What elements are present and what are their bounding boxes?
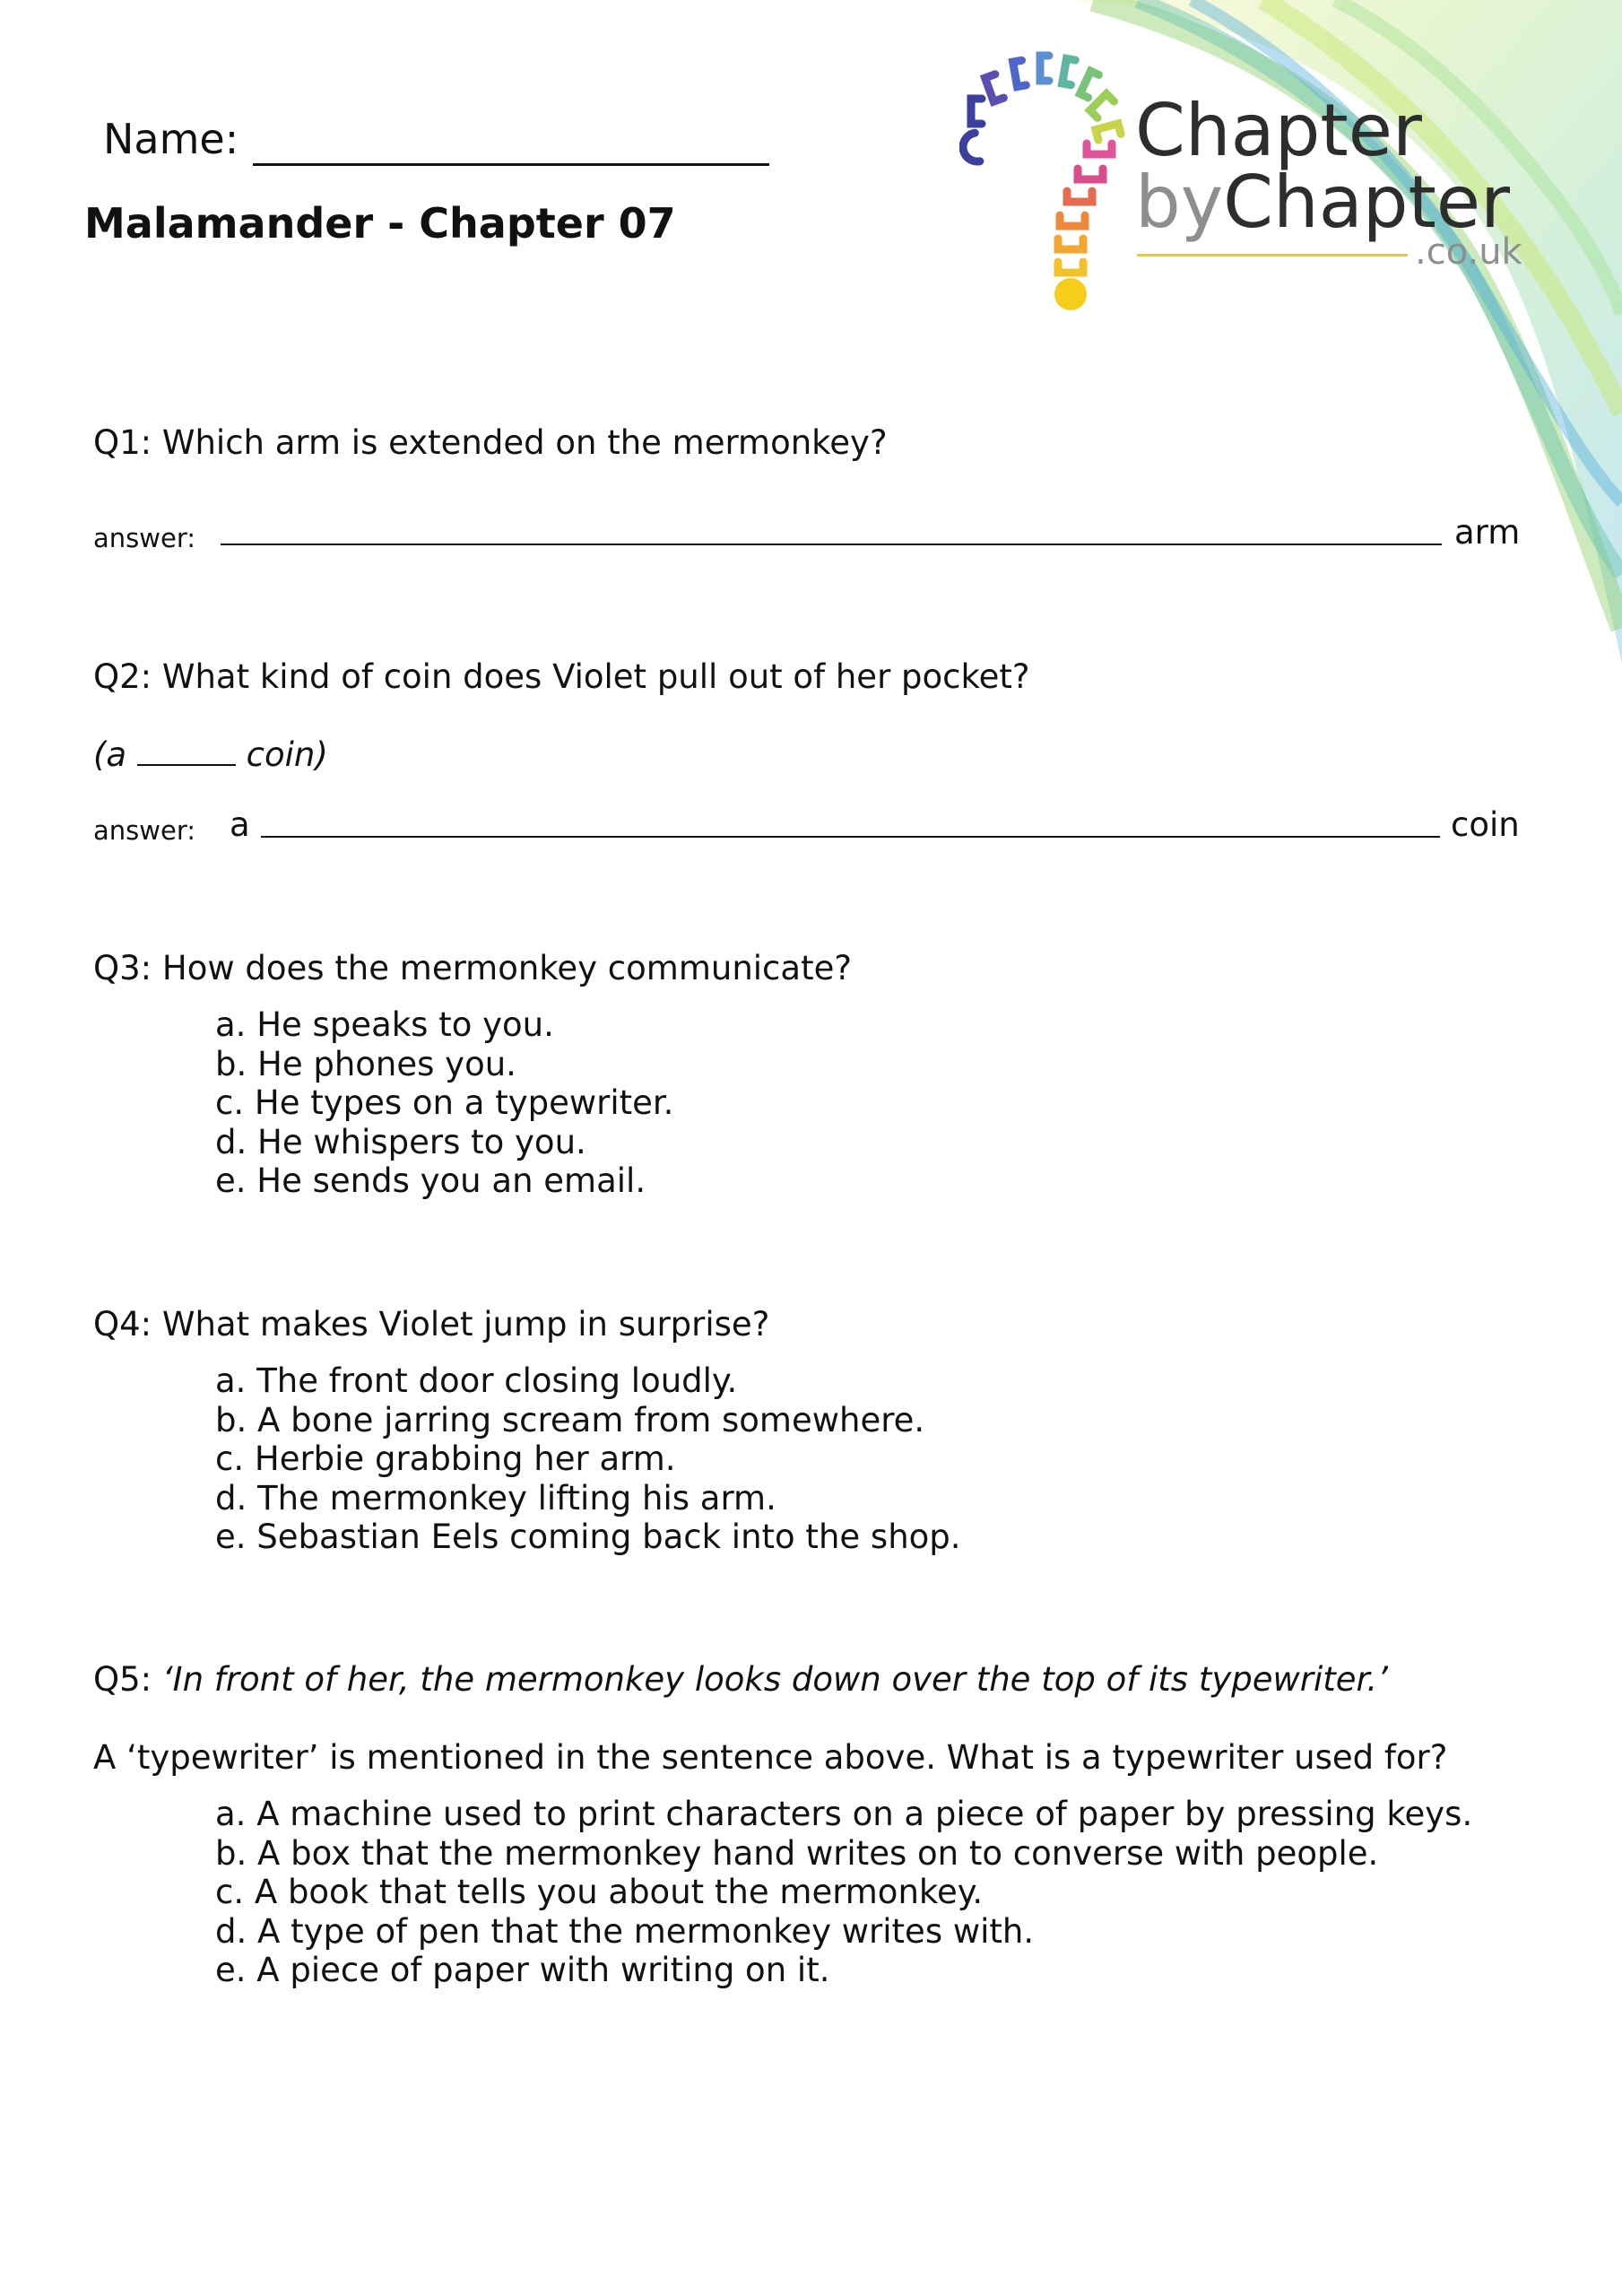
option[interactable]: c. A book that tells you about the mermonkey.	[215, 1873, 984, 1911]
option[interactable]: c. He types on a typewriter.	[215, 1083, 674, 1122]
question-2: Q2: What kind of coin does Violet pull out of her pocket?	[93, 657, 1030, 696]
option[interactable]: c. Herbie grabbing her arm.	[215, 1439, 676, 1478]
option[interactable]: d. A type of pen that the mermonkey writes with.	[215, 1911, 1035, 1951]
book-question-mark-icon	[959, 45, 1130, 314]
answer-label-2: answer:	[93, 815, 196, 846]
name-label: Name:	[103, 115, 239, 163]
question-5: A ‘typewriter’ is mentioned in the sentence above. What is a typewriter used for?	[93, 1738, 1448, 1777]
answer-prefix-2: a	[230, 805, 250, 844]
question-1: Q1: Which arm is extended on the mermonkey?	[93, 423, 888, 462]
option[interactable]: b. A bone jarring scream from somewhere.	[215, 1400, 925, 1439]
name-input-line[interactable]	[253, 163, 769, 166]
logo-domain: .co.uk	[1415, 231, 1522, 273]
option[interactable]: b. He phones you.	[215, 1044, 516, 1083]
question-4-options	[215, 1361, 961, 1557]
answer-suffix-1: arm	[1454, 513, 1521, 552]
question-2-hint: (a coin)	[93, 735, 328, 774]
answer-suffix-2: coin	[1451, 805, 1520, 844]
question-3: Q3: How does the mermonkey communicate?	[93, 949, 852, 987]
worksheet-title: Malamander - Chapter 07	[84, 199, 676, 248]
question-4: Q4: What makes Violet jump in surprise?	[93, 1305, 770, 1344]
option[interactable]: d. He whispers to you.	[215, 1122, 586, 1161]
question-5-options	[215, 1795, 1472, 1990]
question-5-quote: Q5: ‘In front of her, the mermonkey looks down over the top of its typewriter.’	[93, 1660, 1388, 1699]
option[interactable]: a. A machine used to print characters on a piece of paper by pressing keys.	[215, 1795, 1473, 1833]
option[interactable]: d. The mermonkey lifting his arm.	[215, 1478, 776, 1518]
option[interactable]: a. He speaks to you.	[215, 1005, 554, 1044]
option[interactable]: e. A piece of paper with writing on it.	[215, 1951, 830, 1989]
question-3-options	[215, 1005, 673, 1201]
logo-text-by-chapter: byChapter	[1135, 161, 1510, 244]
option[interactable]: e. He sends you an email.	[215, 1161, 646, 1200]
answer-line-2[interactable]	[261, 836, 1440, 838]
option[interactable]: e. Sebastian Eels coming back into the shop.	[215, 1518, 961, 1556]
option[interactable]: a. The front door closing loudly.	[215, 1361, 738, 1400]
answer-label-1: answer:	[93, 523, 196, 553]
logo-underline	[1137, 254, 1408, 257]
answer-line-1[interactable]	[221, 544, 1442, 545]
logo-text-chapter: Chapter	[1135, 89, 1422, 172]
option[interactable]: b. A box that the mermonkey hand writes on to converse with people.	[215, 1833, 1379, 1873]
